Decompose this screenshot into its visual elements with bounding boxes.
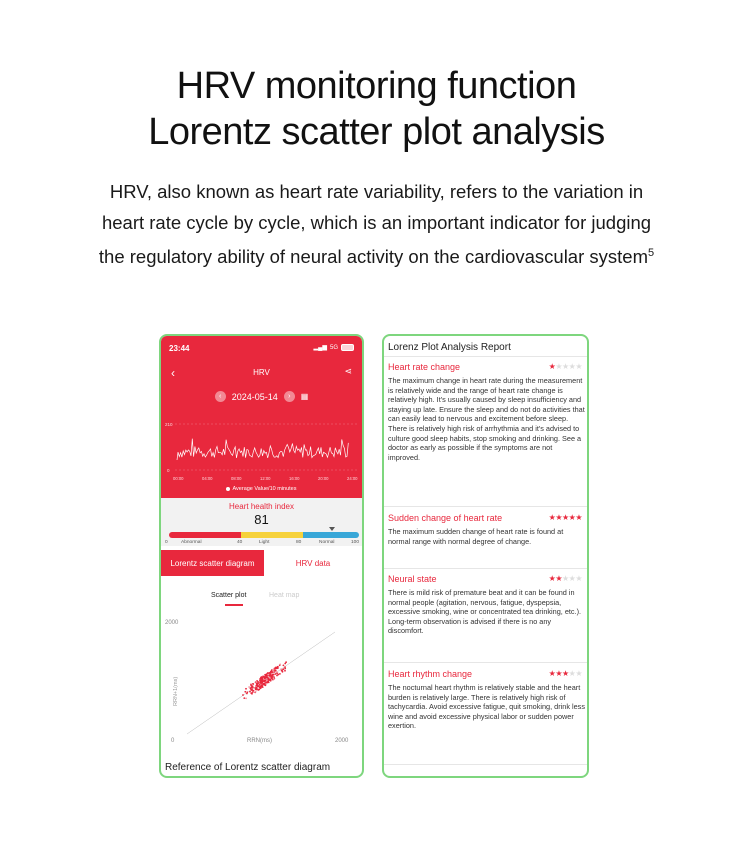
screen-title: HRV <box>253 368 270 377</box>
status-time: 23:44 <box>169 344 190 353</box>
divider <box>384 568 587 569</box>
wave-y-bottom: 0 <box>167 468 170 473</box>
network-label: 5G <box>329 344 338 351</box>
scatter-point <box>259 687 261 689</box>
section-heading: Heart rhythm change <box>388 669 473 679</box>
scatter-point <box>250 687 252 689</box>
scatter-point <box>245 688 247 690</box>
scatter-point <box>260 680 262 682</box>
legend-dot-icon <box>226 487 230 491</box>
scatter-point <box>253 690 255 692</box>
scatter-point <box>268 678 270 680</box>
x-tick-label: 08:00 <box>231 476 242 481</box>
x-tick-label: 20:00 <box>318 476 329 481</box>
tab-lorentz-scatter[interactable]: Lorentz scatter diagram <box>161 550 264 576</box>
wave-y-top: 210 <box>165 422 173 427</box>
description-text: HRV, also known as heart rate variability, refers to the variation in heart rate cycle by cycle, which is an important indicator for judging the regulatory ability of neural activity on the cardiovascular system <box>98 181 652 268</box>
scale-normal <box>303 532 359 538</box>
scatter-point <box>270 680 272 682</box>
scatter-point <box>250 689 252 691</box>
scatter-point <box>246 693 248 695</box>
divider <box>384 506 587 507</box>
scatter-x-label: RRN(ms) <box>247 738 272 744</box>
scale-label: Abnormal <box>181 540 202 545</box>
scale-label: 0 <box>165 540 168 545</box>
scatter-point <box>250 684 252 686</box>
chart-legend <box>161 486 362 492</box>
scatter-point <box>264 678 266 680</box>
report-title: Lorenz Plot Analysis Report <box>388 342 511 353</box>
calendar-icon[interactable]: ▦ <box>300 392 309 401</box>
heart-health-index <box>161 498 362 546</box>
scatter-point <box>279 673 281 675</box>
lorenz-report-panel <box>382 334 589 778</box>
phone-screenshot <box>159 334 364 778</box>
x-tick-label: 24:00 <box>347 476 358 481</box>
rating-stars-icon: ★★★★★ <box>548 513 582 522</box>
scatter-point <box>271 676 273 678</box>
scatter-point <box>276 671 278 673</box>
hrv-header <box>161 336 362 498</box>
scatter-point <box>243 697 245 699</box>
scatter-point <box>269 674 271 676</box>
rating-stars-icon: ★★★★★ <box>548 362 582 371</box>
rating-stars-icon: ★★★★★ <box>548 574 582 583</box>
scatter-point <box>255 691 257 693</box>
scatter-points <box>242 661 287 699</box>
hrv-wave-line <box>177 439 348 460</box>
scatter-point <box>242 694 244 696</box>
subtab-heat-map[interactable]: Heat map <box>269 592 300 599</box>
health-index-label: Heart health index <box>229 502 294 511</box>
scatter-point <box>281 670 283 672</box>
scatter-point <box>270 671 272 673</box>
phone-caption: Reference of Lorentz scatter diagram <box>165 762 331 773</box>
scatter-point <box>277 667 279 669</box>
scatter-point <box>273 677 275 679</box>
scale-label: Normal <box>319 540 335 545</box>
battery-icon <box>341 344 354 351</box>
signal-icon: ▂▄▆ <box>313 345 327 351</box>
health-index-value: 81 <box>254 512 269 527</box>
scatter-point <box>283 668 285 670</box>
scatter-point <box>260 678 262 680</box>
scatter-point <box>272 671 274 673</box>
health-pointer-icon <box>329 527 335 531</box>
scatter-point <box>277 674 279 676</box>
scatter-point <box>244 691 246 693</box>
scatter-point <box>258 689 260 691</box>
tab-hrv-data[interactable]: HRV data <box>264 550 362 576</box>
scatter-point <box>248 686 250 688</box>
scatter-point <box>272 669 274 671</box>
scatter-point <box>268 682 270 684</box>
date-label: 2024-05-14 <box>231 391 278 402</box>
subtab-scatter-plot[interactable]: Scatter plot <box>211 592 247 599</box>
scatter-point <box>252 685 254 687</box>
scatter-point <box>261 685 263 687</box>
scatter-point <box>283 665 285 667</box>
scatter-point <box>256 683 258 685</box>
status-bar-right <box>314 344 355 351</box>
rating-stars-icon: ★★★★★ <box>548 669 582 678</box>
scale-label: 40 <box>237 540 243 545</box>
scale-label: Light <box>259 540 270 545</box>
x-tick-label: 04:00 <box>202 476 213 481</box>
divider <box>384 764 587 765</box>
scale-light <box>241 532 303 538</box>
scatter-point <box>266 680 268 682</box>
scale-abnormal <box>169 532 241 538</box>
scale-label: 80 <box>296 540 302 545</box>
back-icon[interactable]: ‹ <box>171 366 175 380</box>
x-tick-label: 00:00 <box>173 476 184 481</box>
scatter-point <box>284 663 286 665</box>
section-body: There is mild risk of premature beat and it can be found in normal people (agitation, nervous, fatigue, dyspepsia, excessive smoking, wine or concentrated tea drinking, etc.). Long-term observation is advised if there is no any discomfort. <box>388 588 582 636</box>
scatter-point <box>262 676 264 678</box>
section-heading: Sudden change of heart rate <box>388 513 503 523</box>
x-tick-label: 12:00 <box>260 476 271 481</box>
scatter-point <box>271 678 273 680</box>
scatter-point <box>249 691 251 693</box>
next-date-button[interactable]: › <box>284 391 295 402</box>
section-body: The nocturnal heart rhythm is relatively stable and the heart burden is relatively large. There is relatively high risk of tachycardia. Avoid excessive fatigue, quit smoking, drink less wine and avoid excessive physical labor or sudden power exertion. <box>388 683 585 731</box>
scatter-point <box>284 668 286 670</box>
divider <box>384 356 587 357</box>
hero-title-line1: HRV monitoring function <box>176 65 577 107</box>
scatter-point <box>275 670 277 672</box>
divider <box>384 662 587 663</box>
footnote-marker: 5 <box>647 247 655 259</box>
prev-date-button[interactable]: ‹ <box>215 391 226 402</box>
section-heading: Heart rate change <box>388 362 461 372</box>
scale-label: 100 <box>351 540 360 545</box>
scatter-point <box>279 664 281 666</box>
scatter-point <box>256 689 258 691</box>
scatter-point <box>264 684 266 686</box>
scatter-point <box>257 685 259 687</box>
section-body: The maximum change in heart rate during the measurement is relatively wide and the range of heart rate change is relatively high. It's usually caused by sleep insufficiency and staying up late. Ensure the sleep and do not do activities that can easily lead to nervous and excitement before sleep. There is relatively high risk of arrhythmia and it's advised to culture good sleep habits, stop smoking and drinking. See a doctor as early as possible if the symptoms are not improved. <box>388 376 585 462</box>
share-icon[interactable]: ⋖ <box>344 366 352 376</box>
section-heading: Neural state <box>388 574 437 584</box>
scatter-point <box>252 683 254 685</box>
scatter-point <box>267 677 269 679</box>
scatter-point <box>251 693 253 695</box>
scatter-point <box>272 674 274 676</box>
hero-description <box>96 176 657 272</box>
hero-title-line2: Lorentz scatter plot analysis <box>148 111 605 153</box>
scatter-point <box>284 670 286 672</box>
scatter-point <box>267 672 269 674</box>
scatter-x-max: 2000 <box>335 738 349 744</box>
section-body: The maximum sudden change of heart rate is found at normal range with normal degree of change. <box>388 527 564 546</box>
scatter-point <box>265 675 267 677</box>
scatter-origin: 0 <box>171 738 175 744</box>
date-selector <box>161 391 362 402</box>
legend-text: Average Value/10 minutes <box>232 486 297 492</box>
lorentz-scatter-plot <box>161 606 362 756</box>
view-tabs <box>161 550 362 576</box>
scatter-y-label: RRN+1(ms) <box>173 676 179 706</box>
scatter-point <box>257 681 259 683</box>
scatter-y-max: 2000 <box>165 620 179 626</box>
scale-labels <box>165 540 361 548</box>
hrv-wave-chart <box>161 414 362 486</box>
scatter-point <box>275 668 277 670</box>
x-tick-label: 16:00 <box>289 476 300 481</box>
scatter-point <box>245 698 247 700</box>
scatter-point <box>265 683 267 685</box>
health-scale-bar <box>169 532 359 538</box>
scatter-point <box>267 674 269 676</box>
